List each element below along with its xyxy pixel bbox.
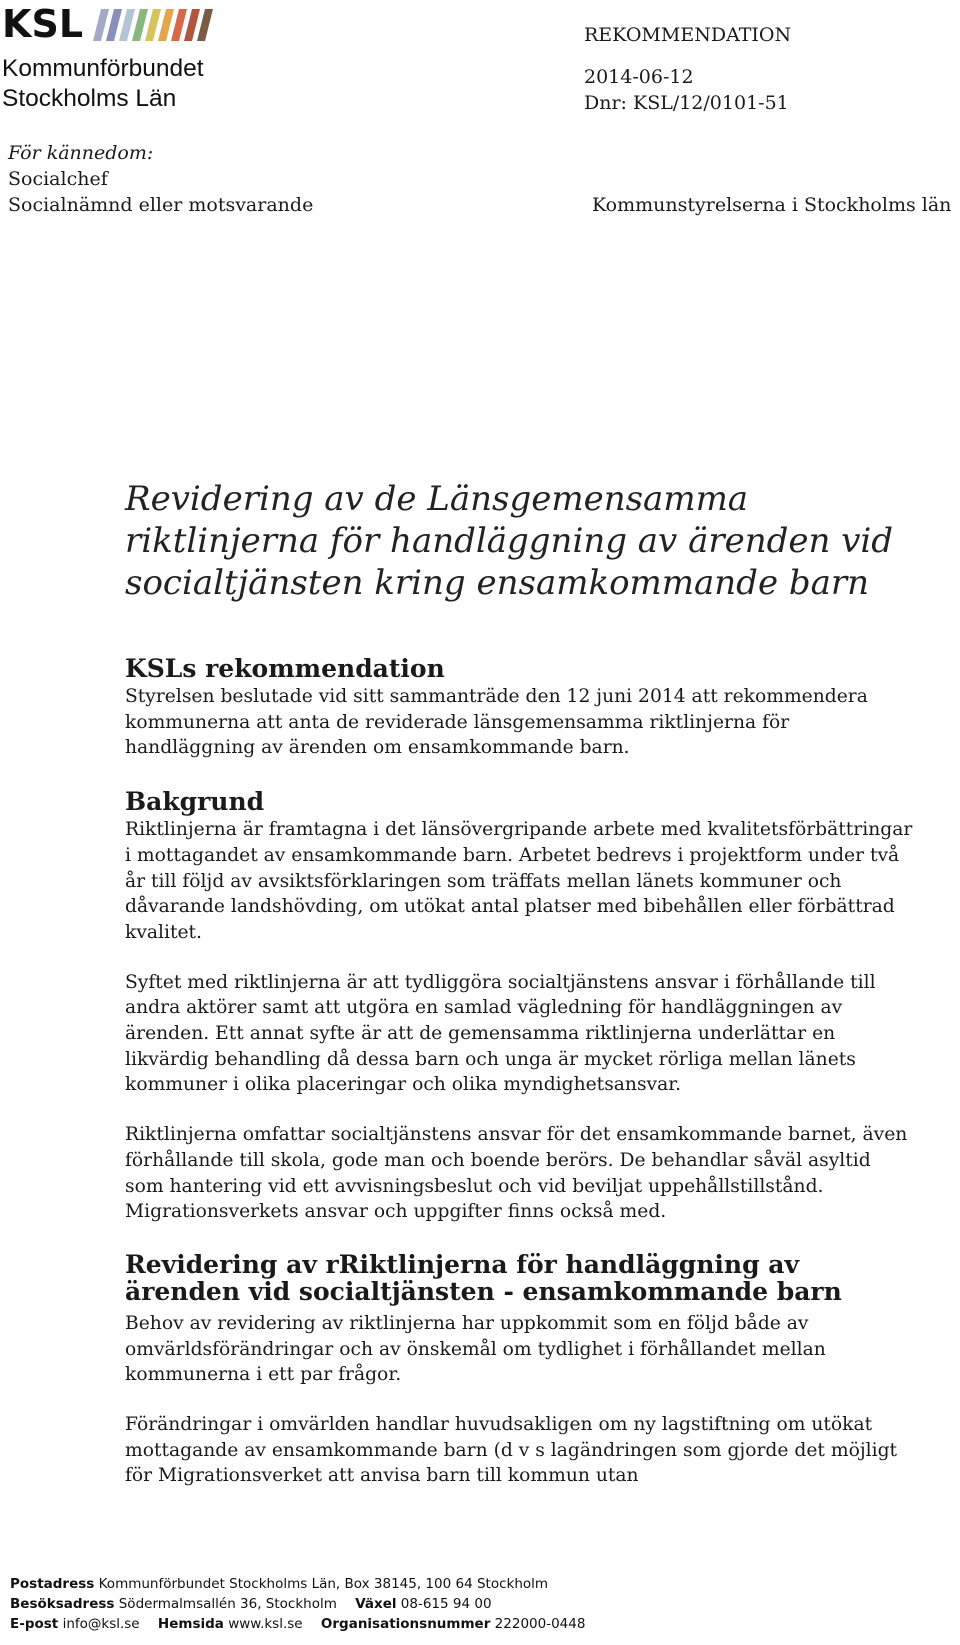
revision-paragraph-2: Förändringar i omvärlden handlar huvudsakligen om ny lagstiftning om utökat mottagande av ensamkommande barn (d v s lagändringen som gjorde det möjligt för Migrationsverket att anvisa barn till kommun utan [125,1414,898,1487]
document-date: 2014-06-12 [584,66,694,88]
recommendation-heading: KSLs rekommendation [125,654,445,683]
document-title [125,478,915,604]
for-information-line-2: Socialnämnd eller motsvarande [8,194,314,216]
section-background [125,787,915,1225]
footer-visit-label: Besöksadress [10,1596,115,1612]
for-information-block [8,140,313,218]
logo-name-line1: Kommunförbundet [2,55,204,82]
footer-email-label: E-post [10,1616,59,1632]
recipient: Kommunstyrelserna i Stockholms län [592,194,952,216]
logo-organisation-name [2,54,242,114]
for-information-label: För kännedom: [8,142,154,164]
background-paragraph-3: Riktlinjerna omfattar socialtjänstens ansvar för det ensamkommande barnet, även förhållande till skola, gode man och boende berörs. De behandlar såväl asyltid som hantering vid ett avvisningsbeslut och vid beviljat uppehållstillstånd. Migrationsverkets ansvar och uppgifter finns också med. [125,1124,908,1223]
revision-paragraph-1: Behov av revidering av riktlinjerna har uppkommit som en följd både av omvärldsförändringar och av önskemål om tydlighet i förhållandet mellan kommunerna i ett par frågor. [125,1312,826,1386]
ksl-logo [2,4,242,114]
footer-phone-label: Växel [355,1596,397,1612]
revision-heading: Revidering av rRiktlinjerna för handläggning av ärenden vid socialtjänsten - ensamkommande barn [125,1249,842,1306]
footer-phone: 08-615 94 00 [400,1596,492,1612]
for-information-line-1: Socialchef [8,168,108,190]
recommendation-text: Styrelsen beslutade vid sitt sammanträde den 12 juni 2014 att rekommendera kommunerna att anta de reviderade länsgemensamma riktlinjerna för handläggning av ärenden om ensamkommande barn. [125,686,868,759]
footer-visit-address: Södermalmsallén 36, Stockholm [118,1596,337,1612]
logo-color-stripes [97,9,214,41]
document-body [125,478,915,1515]
section-revision [125,1251,915,1489]
footer-web-line [10,1614,585,1634]
background-paragraph-2: Syftet med riktlinjerna är att tydliggöra socialtjänstens ansvar i förhållande till andra aktörer samt att utgöra en samlad vägledning för handläggningen av ärenden. Ett annat syfte är att de gemensamma riktlinjerna underlättar en likvärdig behandling då dessa barn och unga är mycket rörliga mellan länets kommuner i olika placeringar och olika myndighetsansvar. [125,971,876,1096]
title-line-2: riktlinjerna för handläggning av ärenden vid [125,521,894,561]
document-dnr: Dnr: KSL/12/0101-51 [584,92,789,114]
logo-abbr: KSL [2,2,84,46]
document-meta [584,22,791,116]
footer-postal-address: Kommunförbundet Stockholms Län, Box 38145, 100 64 Stockholm [98,1576,549,1592]
background-paragraph-1: Riktlinjerna är framtagna i det länsövergripande arbete med kvalitetsförbättringar i mottagandet av ensamkommande barn. Arbetet bedrevs i projektform under två år till följd av avsiktsförklaringen som träffats mellan länets kommuner och dåvarande landshövding, om utökat antal platser med bibehållen eller förbättrad kvalitet. [125,819,913,943]
background-heading: Bakgrund [125,787,265,817]
logo-stripe [197,9,213,41]
title-line-3: socialtjänsten kring ensamkommande barn [125,563,870,603]
footer-postal-line [10,1574,585,1594]
footer-visit-line [10,1594,585,1614]
footer-postal-label: Postadress [10,1576,95,1592]
logo-mark [2,4,242,44]
title-line-1: Revidering av de Länsgemensamma [125,479,749,519]
footer-email-link[interactable]: info@ksl.se [62,1616,140,1632]
footer-website-label: Hemsida [157,1616,224,1632]
logo-name-line2: Stockholms Län [2,85,177,112]
section-recommendation [125,654,915,761]
footer-orgnr: 222000-0448 [494,1616,586,1632]
footer-orgnr-label: Organisationsnummer [320,1616,491,1632]
footer-website-link[interactable]: www.ksl.se [228,1616,303,1632]
document-type: REKOMMENDATION [584,24,792,46]
footer-contact [10,1574,585,1634]
